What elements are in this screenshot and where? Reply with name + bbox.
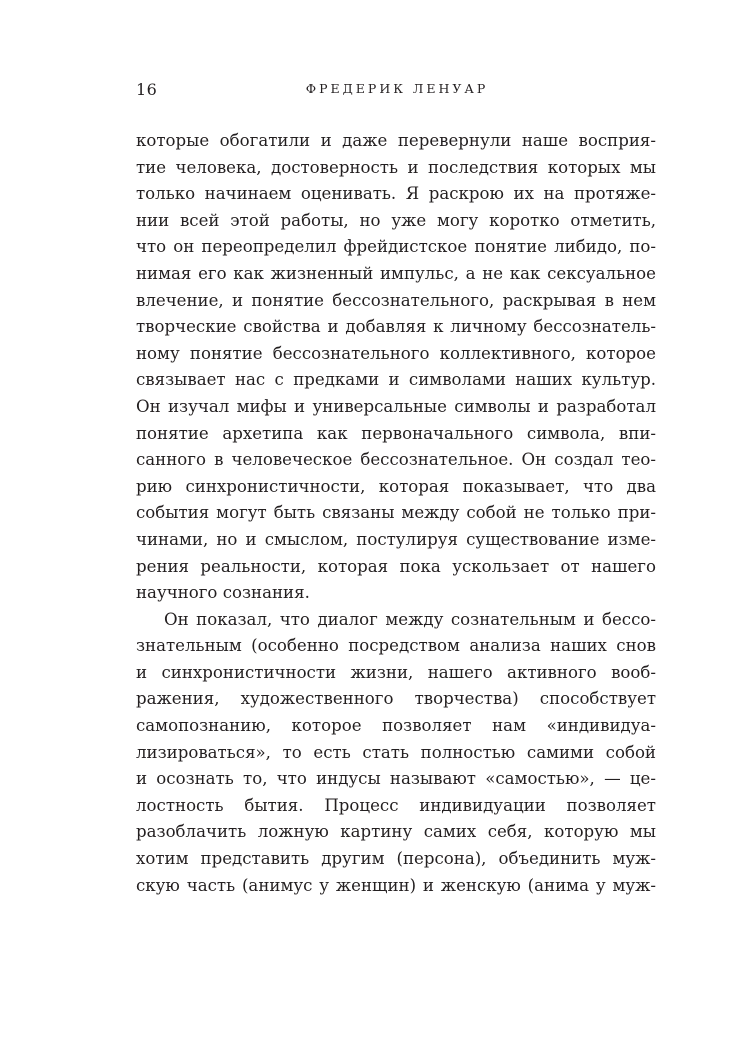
- text-line: Он показал, что диалог между сознательным и бессо-: [164, 609, 656, 629]
- text-line: только начинаем оценивать. Я раскрою их на протяже-: [136, 184, 656, 204]
- paragraph-1: [136, 128, 656, 607]
- text-line: нии всей этой работы, но уже могу коротко отметить,: [136, 210, 656, 230]
- text-line: и осознать то, что индусы называют «самостью», — це-: [136, 769, 656, 789]
- text-line: знательным (особенно посредством анализа наших снов: [136, 636, 656, 656]
- page-number: 16: [136, 80, 158, 99]
- text-line: творческие свойства и добавляя к личному бессознатель-: [136, 317, 656, 337]
- text-line: санного в человеческое бессознательное. Он создал тео-: [136, 450, 656, 470]
- text-line: события могут быть связаны между собой не только при-: [136, 503, 656, 523]
- text-line: понятие архетипа как первоначального символа, впи-: [136, 423, 656, 443]
- text-line: лостность бытия. Процесс индивидуации позволяет: [136, 795, 656, 815]
- text-line: скую часть (анимус у женщин) и женскую (анима у муж-: [136, 875, 656, 895]
- text-line: научного сознания.: [136, 583, 310, 603]
- paragraph-2: [136, 607, 656, 900]
- text-line: что он переопределил фрейдистское понятие либидо, по-: [136, 237, 656, 257]
- text-line: которые обогатили и даже перевернули наше восприя-: [136, 131, 656, 150]
- text-line: разоблачить ложную картину самих себя, которую мы: [136, 822, 656, 842]
- text-line: влечение, и понятие бессознательного, раскрывая в нем: [136, 290, 656, 310]
- text-line: нимая его как жизненный импульс, а не как сексуальное: [136, 263, 656, 283]
- running-head: [136, 80, 658, 104]
- text-line: Он изучал мифы и универсальные символы и разработал: [136, 396, 656, 416]
- text-line: тие человека, достоверность и последствия которых мы: [136, 157, 656, 177]
- body-text: [136, 128, 656, 899]
- text-line: ражения, художественного творчества) способствует: [136, 689, 656, 709]
- running-head-author: ФРЕДЕРИК ЛЕНУАР: [305, 81, 489, 96]
- text-line: чинами, но и смыслом, постулируя существование изме-: [136, 529, 656, 549]
- text-line: и синхронистичности жизни, нашего активного вооб-: [136, 662, 656, 682]
- text-line: рию синхронистичности, которая показывает, что два: [136, 476, 656, 496]
- text-line: ному понятие бессознательного коллективного, которое: [136, 343, 656, 363]
- text-line: хотим представить другим (персона), объединить муж-: [136, 849, 656, 869]
- text-line: рения реальности, которая пока ускользает от нашего: [136, 556, 656, 576]
- text-line: самопознанию, которое позволяет нам «индивидуа-: [136, 716, 656, 736]
- text-line: связывает нас с предками и символами наших культур.: [136, 370, 656, 390]
- text-line: лизироваться», то есть стать полностью самими собой: [136, 742, 656, 762]
